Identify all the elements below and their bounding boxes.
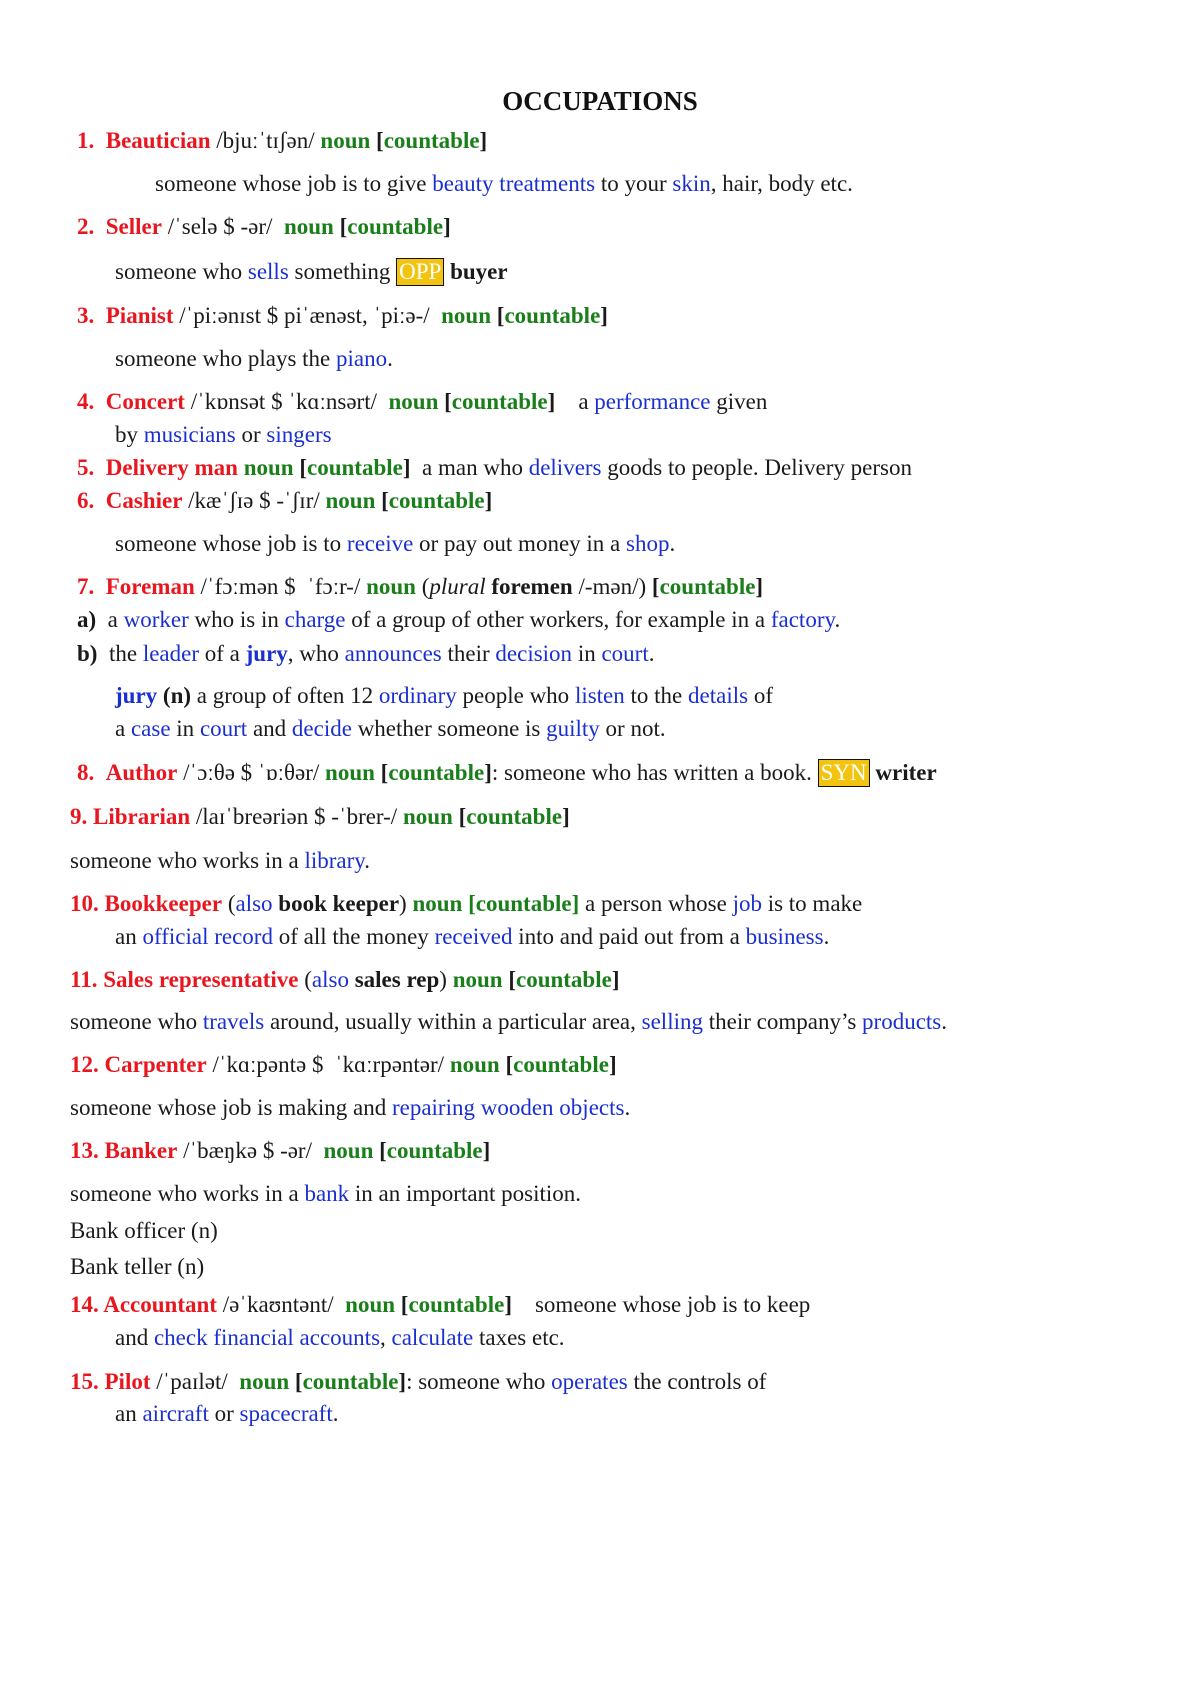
keyword: jury [245, 641, 288, 666]
text-segment [94, 488, 106, 513]
text-segment: someone who [115, 259, 248, 284]
headword: Foreman [105, 574, 195, 599]
keyword: skin [672, 171, 711, 196]
keyword: guilty [546, 716, 600, 741]
text-segment: [ [502, 967, 516, 992]
entry-line [77, 125, 487, 157]
text-segment: or not. [599, 716, 666, 741]
grammar-label: countable [659, 574, 756, 599]
text-segment: a group of often 12 [191, 683, 379, 708]
text-segment: , hair, body etc. [710, 171, 853, 196]
text-segment: their company’s [702, 1009, 863, 1034]
headword: 14. Accountant [70, 1292, 217, 1317]
grammar-label: noun [345, 1292, 396, 1317]
entry-line [77, 300, 608, 332]
text-segment: foremen [491, 574, 573, 599]
grammar-label: noun [402, 804, 453, 829]
headword: 4. [77, 389, 95, 414]
headword: 2. [77, 214, 95, 239]
headword: 1. [77, 128, 95, 153]
keyword: case [130, 716, 171, 741]
grammar-label: noun [243, 455, 294, 480]
grammar-label: [countable] [462, 891, 580, 916]
text-segment: someone who works in a [70, 1181, 305, 1206]
text-segment: of [748, 683, 773, 708]
grammar-label: noun [452, 967, 503, 992]
grammar-label: countable [388, 760, 485, 785]
text-segment: someone who works in a [70, 848, 305, 873]
text-segment: goods to people. Delivery person [601, 455, 912, 480]
text-segment: someone whose job is making and [70, 1095, 392, 1120]
text-segment: and [115, 1325, 154, 1350]
label-tag: OPP [396, 258, 444, 286]
text-segment: Bank officer (n) [70, 1218, 218, 1243]
text-segment: their [441, 641, 496, 666]
text-segment: [ [373, 1138, 387, 1163]
text-segment: who is in [188, 607, 285, 632]
entry-line [77, 757, 937, 789]
text-segment: /ˈpaɪlət/ [150, 1369, 240, 1394]
text-segment: the controls of [627, 1369, 767, 1394]
text-segment [94, 760, 106, 785]
text-segment: [ [289, 1369, 303, 1394]
text-segment: ] [611, 967, 620, 992]
text-segment: something [288, 259, 397, 284]
headword: 8. [77, 760, 95, 785]
text-segment [94, 389, 106, 414]
text-segment: /ˈfɔːmən $ ˈfɔːr-/ [194, 574, 367, 599]
text-segment: ( [298, 967, 312, 992]
headword: Beautician [105, 128, 211, 153]
keyword: received [434, 924, 513, 949]
keyword: singers [266, 422, 332, 447]
text-segment: or [235, 422, 267, 447]
text-segment: /ˈkɑːpəntə $ ˈkɑːrpəntər/ [206, 1052, 450, 1077]
text-segment: Bank teller (n) [70, 1254, 205, 1279]
headword: 6. [77, 488, 95, 513]
text-segment: in [572, 641, 602, 666]
text-segment: someone whose job is to give [155, 171, 433, 196]
keyword: decide [291, 716, 352, 741]
headword: Concert [105, 389, 185, 414]
entry-line [77, 211, 451, 243]
keyword: delivers [528, 455, 602, 480]
text-segment: ] [484, 760, 492, 785]
entry-line [77, 571, 763, 603]
text-segment: a [555, 389, 595, 414]
headword: 13. Banker [70, 1138, 178, 1163]
text-segment: by [115, 422, 144, 447]
keyword: operates [551, 1369, 628, 1394]
keyword: ordinary [378, 683, 457, 708]
text-segment: ] [479, 128, 488, 153]
text-segment: . [834, 607, 841, 632]
grammar-label: countable [307, 455, 403, 480]
keyword: announces [344, 641, 442, 666]
entry-line [115, 921, 829, 953]
text-segment: (n) [162, 683, 192, 708]
headword: 5. [77, 455, 95, 480]
text-segment: ] [482, 1138, 491, 1163]
grammar-label: noun [441, 303, 492, 328]
text-segment: someone whose job is to keep [511, 1292, 811, 1317]
text-segment: into and paid out from a [512, 924, 746, 949]
text-segment: whether someone is [351, 716, 547, 741]
grammar-label: noun [412, 891, 463, 916]
text-segment: an [115, 1401, 143, 1426]
text-segment [94, 128, 106, 153]
text-segment: to your [595, 171, 673, 196]
text-segment: [ [438, 389, 452, 414]
text-segment: , [380, 1325, 392, 1350]
text-segment: ) [399, 891, 413, 916]
text-segment: ] [547, 389, 556, 414]
text-segment: a [96, 607, 124, 632]
text-segment: . [669, 531, 676, 556]
entry-line [77, 452, 912, 484]
entry-line [70, 1215, 218, 1247]
text-segment: ] [484, 488, 493, 513]
keyword: details [688, 683, 749, 708]
text-segment: someone who plays the [115, 346, 337, 371]
text-segment: [ [333, 214, 348, 239]
headword: 3. [77, 303, 95, 328]
grammar-label: countable [504, 303, 601, 328]
entry-line [70, 1092, 630, 1124]
keyword: leader [142, 641, 199, 666]
keyword: check financial accounts [153, 1325, 381, 1350]
keyword: bank [304, 1181, 350, 1206]
keyword: piano [336, 346, 388, 371]
entry-line [115, 343, 393, 375]
text-segment [94, 303, 106, 328]
grammar-label: countable [302, 1369, 399, 1394]
headword: 7. [77, 574, 95, 599]
entry-line [115, 713, 666, 745]
keyword: decision [495, 641, 573, 666]
text-segment: ] [398, 1369, 407, 1394]
text-segment: someone whose job is to [115, 531, 347, 556]
entry-line [115, 1398, 338, 1430]
entry-line [77, 386, 767, 418]
entry-line [70, 845, 370, 877]
keyword: performance [594, 389, 711, 414]
entry-line [70, 888, 862, 920]
entry-line [115, 419, 332, 451]
grammar-label: countable [515, 967, 612, 992]
keyword: library [304, 848, 365, 873]
text-segment: to the [624, 683, 689, 708]
keyword: official record [142, 924, 273, 949]
grammar-label: countable [383, 128, 480, 153]
text-segment: [ [370, 128, 384, 153]
keyword: calculate [391, 1325, 474, 1350]
keyword: also [235, 891, 273, 916]
text-segment: [ [395, 1292, 409, 1317]
keyword: aircraft [142, 1401, 209, 1426]
text-segment: around, usually within a particular area, [264, 1009, 642, 1034]
text-segment: writer [875, 760, 937, 785]
keyword: court [199, 716, 248, 741]
headword: Author [105, 760, 178, 785]
entry-line [70, 801, 570, 833]
entry-line [77, 485, 492, 517]
entry-line [115, 528, 675, 560]
grammar-label: noun [283, 214, 334, 239]
text-segment: /bjuːˈtɪʃən/ [210, 128, 321, 153]
text-segment: . [364, 848, 371, 873]
text-segment: /laɪˈbreəriən $ -ˈbrer-/ [190, 804, 403, 829]
text-segment: : someone who has written a book. [491, 760, 818, 785]
entry-line [115, 680, 773, 712]
keyword: sells [247, 259, 289, 284]
keyword: court [601, 641, 649, 666]
keyword: products [862, 1009, 942, 1034]
text-segment [94, 455, 106, 480]
headword: Cashier [105, 488, 183, 513]
headword: Seller [105, 214, 162, 239]
text-segment: [ [374, 760, 389, 785]
entry-line [155, 168, 853, 200]
text-segment: and [247, 716, 292, 741]
keyword: receive [346, 531, 414, 556]
grammar-label: countable [386, 1138, 483, 1163]
page-title: OCCUPATIONS [502, 86, 698, 116]
headword: 11. Sales representative [70, 967, 299, 992]
grammar-label: noun [366, 574, 416, 599]
headword: 12. Carpenter [70, 1052, 207, 1077]
entry-line [70, 964, 620, 996]
text-segment: ] [402, 455, 411, 480]
text-segment: . [387, 346, 393, 371]
grammar-label: countable [388, 488, 485, 513]
text-segment: . [332, 1401, 339, 1426]
text-segment: ] [608, 1052, 617, 1077]
text-segment: . [648, 641, 655, 666]
text-segment: . [624, 1095, 631, 1120]
text-segment: . [823, 924, 830, 949]
entry-line [70, 1366, 766, 1398]
text-segment: the [97, 641, 143, 666]
text-segment: of a group of other workers, for example in a [345, 607, 771, 632]
grammar-label: countable [513, 1052, 609, 1077]
text-segment: a) [77, 607, 97, 632]
keyword: shop [626, 531, 670, 556]
text-segment: ] [562, 804, 570, 829]
text-segment: people who [456, 683, 575, 708]
text-segment: plural [429, 574, 486, 599]
entry-line [77, 604, 840, 636]
text-segment: ( [415, 574, 430, 599]
headword: Pianist [105, 303, 174, 328]
text-segment: [ [499, 1052, 514, 1077]
text-segment: b) [77, 641, 98, 666]
grammar-label: countable [451, 389, 548, 414]
text-segment [94, 574, 106, 599]
text-segment: /kæˈʃɪə $ -ˈʃɪr/ [182, 488, 326, 513]
text-segment: [ [651, 574, 660, 599]
grammar-label: noun [320, 128, 371, 153]
text-segment: ( [222, 891, 236, 916]
keyword: jury [115, 683, 158, 708]
grammar-label: countable [347, 214, 444, 239]
text-segment: book keeper [278, 891, 400, 916]
keyword: factory [770, 607, 835, 632]
text-segment: or pay out money in a [413, 531, 627, 556]
headword: 10. Bookkeeper [70, 891, 223, 916]
entry-line [70, 1289, 810, 1321]
grammar-label: noun [323, 1138, 374, 1163]
grammar-label: noun [449, 1052, 500, 1077]
entry-line [70, 1135, 490, 1167]
grammar-label: noun [325, 488, 376, 513]
entry-line [70, 1049, 617, 1081]
grammar-label: countable [466, 804, 563, 829]
keyword: job [732, 891, 762, 916]
text-segment: /ˈbæŋkə $ -ər/ [177, 1138, 324, 1163]
text-segment: /ˈɔːθə $ ˈɒːθər/ [177, 760, 326, 785]
headword: 9. Librarian [70, 804, 191, 829]
text-segment: a man who [410, 455, 529, 480]
text-segment: a person whose [579, 891, 733, 916]
text-segment: /əˈkaʊntənt/ [216, 1292, 346, 1317]
entry-line [115, 1322, 565, 1354]
grammar-label: noun [325, 760, 375, 785]
grammar-label: countable [408, 1292, 505, 1317]
keyword: selling [641, 1009, 703, 1034]
text-segment: in an important position. [349, 1181, 582, 1206]
entry-line [70, 1178, 581, 1210]
keyword: charge [284, 607, 346, 632]
text-segment: of a [199, 641, 246, 666]
text-segment: [ [375, 488, 389, 513]
text-segment: [ [293, 455, 308, 480]
text-segment: : someone who [406, 1369, 552, 1394]
text-segment: ] [443, 214, 451, 239]
text-segment: an [115, 924, 143, 949]
grammar-label: noun [388, 389, 439, 414]
text-segment: , who [287, 641, 345, 666]
label-tag: SYN [818, 759, 870, 787]
text-segment: someone who [70, 1009, 203, 1034]
keyword: spacecraft [239, 1401, 333, 1426]
text-segment: [ [491, 303, 505, 328]
text-segment: or [208, 1401, 240, 1426]
text-segment: . [941, 1009, 947, 1034]
text-segment: a [115, 716, 131, 741]
keyword: repairing wooden objects [391, 1095, 625, 1120]
headword: Delivery man [105, 455, 238, 480]
keyword: beauty treatments [432, 171, 596, 196]
keyword: travels [202, 1009, 265, 1034]
text-segment: [ [452, 804, 467, 829]
grammar-label: noun [239, 1369, 290, 1394]
keyword: listen [574, 683, 625, 708]
headword: 15. Pilot [70, 1369, 151, 1394]
text-segment [94, 214, 106, 239]
text-segment: /-mən/) [572, 574, 652, 599]
text-segment: /ˈkɒnsət $ ˈkɑːnsərt/ [184, 389, 389, 414]
keyword: business [745, 924, 824, 949]
text-segment: ] [504, 1292, 512, 1317]
text-segment: ] [755, 574, 764, 599]
text-segment: ) [439, 967, 453, 992]
entry-line [70, 1251, 204, 1283]
text-segment: in [170, 716, 200, 741]
keyword: also [311, 967, 349, 992]
entry-line [115, 256, 508, 288]
text-segment: /ˈpiːənɪst $ piˈænəst, ˈpiːə-/ [173, 303, 442, 328]
text-segment: ] [600, 303, 608, 328]
entry-line [77, 638, 654, 670]
text-segment: /ˈselə $ -ər/ [161, 214, 284, 239]
keyword: musicians [143, 422, 236, 447]
text-segment: is to make [761, 891, 863, 916]
text-segment: of all the money [272, 924, 435, 949]
entry-line [70, 1006, 947, 1038]
keyword: worker [123, 607, 189, 632]
text-segment: given [710, 389, 768, 414]
text-segment: buyer [450, 259, 508, 284]
text-segment: sales rep [354, 967, 440, 992]
text-segment: taxes etc. [473, 1325, 565, 1350]
